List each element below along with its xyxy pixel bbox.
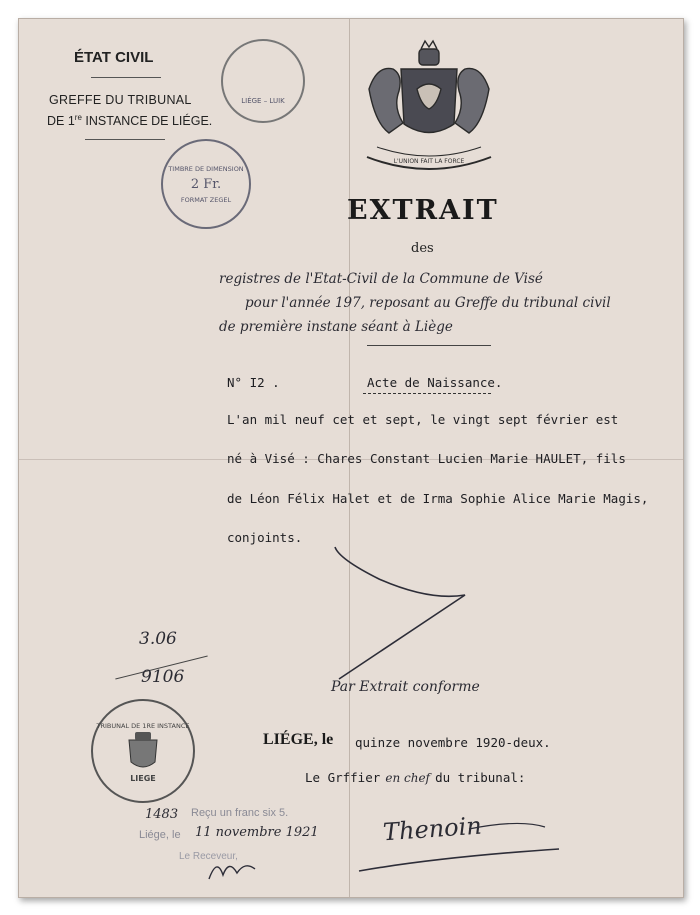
coat-of-arms-icon: [349, 29, 509, 189]
greffier-hand: en chef: [385, 771, 430, 785]
liege-luik-text: LIÉGE – LUIK: [241, 96, 285, 105]
act-text-3: de Léon Félix Halet et de Irma Sophie Alice Marie Magis,: [227, 491, 649, 506]
header-instance-rest: INSTANCE DE LIÉGE.: [81, 114, 213, 129]
closing-date: quinze novembre 1920-deux.: [355, 735, 551, 750]
document-sheet: [18, 18, 684, 898]
registry-line-3: de première instane séant à Liège: [219, 319, 453, 335]
receiver-initials-icon: [205, 849, 275, 889]
tribunal-stamp: [91, 699, 195, 803]
act-number: N° I2 .: [227, 375, 280, 390]
fee-bottom: 9106: [141, 667, 185, 687]
greffier-line: [305, 767, 525, 786]
header-instance: [47, 113, 212, 128]
tribunal-stamp-top: TRIBUNAL DE 1RE INSTANCE: [96, 721, 190, 730]
closing-flourish-icon: [319, 539, 479, 689]
timbre-stamp: [161, 139, 251, 229]
signature-flourish-icon: [349, 809, 569, 879]
timbre-top-text: TIMBRE DE DIMENSION: [168, 164, 244, 173]
tribunal-stamp-bottom: LIEGE: [130, 773, 156, 783]
header-greffe: GREFFE DU TRIBUNAL: [49, 93, 192, 107]
timbre-bottom-text: FORMAT ZEGEL: [180, 195, 232, 204]
registry-line-1: registres de l'Etat-Civil de la Commune de Visé: [219, 271, 543, 287]
receipt-city: Liége, le: [139, 829, 181, 841]
lion-shield-icon: [121, 730, 165, 774]
header-instance-sup: re: [74, 113, 82, 122]
par-extrait-conforme: Par Extrait conforme: [331, 679, 480, 695]
liege-luik-stamp: [221, 39, 305, 123]
act-text-4: conjoints.: [227, 530, 303, 545]
closing-city: LIÉGE, le: [263, 731, 334, 748]
des-text: des: [411, 241, 434, 256]
receipt-date: 11 novembre 1921: [195, 825, 319, 840]
act-text-1: L'an mil neuf cet et sept, le vingt sept février est: [227, 412, 619, 427]
registry-line-2: pour l'année 197, reposant au Greffe du tribunal civil: [245, 295, 611, 311]
fee-top: 3.06: [139, 629, 177, 649]
header-etat-civil: ÉTAT CIVIL: [74, 49, 154, 66]
header-rule-bottom: [85, 139, 165, 140]
timbre-value: 2 Fr.: [190, 176, 222, 192]
receipt-line-1: Reçu un franc six 5.: [191, 807, 289, 819]
receipt-office: Le Receveur,: [179, 851, 238, 862]
act-type: Acte de Naissance.: [367, 375, 503, 390]
clerk-signature: Thenoin: [382, 811, 483, 847]
greffier-post: du tribunal:: [435, 770, 526, 785]
registry-divider: [367, 345, 491, 346]
receipt-number: 1483: [145, 807, 179, 822]
header-rule: [91, 77, 161, 78]
header-instance-prefix: DE 1: [47, 114, 75, 129]
extrait-title: EXTRAIT: [347, 195, 499, 226]
act-type-underline: [363, 393, 491, 394]
greffier-pre: Le Grffier: [305, 770, 381, 785]
act-text-2: né à Visé : Chares Constant Lucien Marie HAULET, fils: [227, 451, 626, 466]
motto-text: L'UNION FAIT LA FORCE: [393, 158, 465, 165]
